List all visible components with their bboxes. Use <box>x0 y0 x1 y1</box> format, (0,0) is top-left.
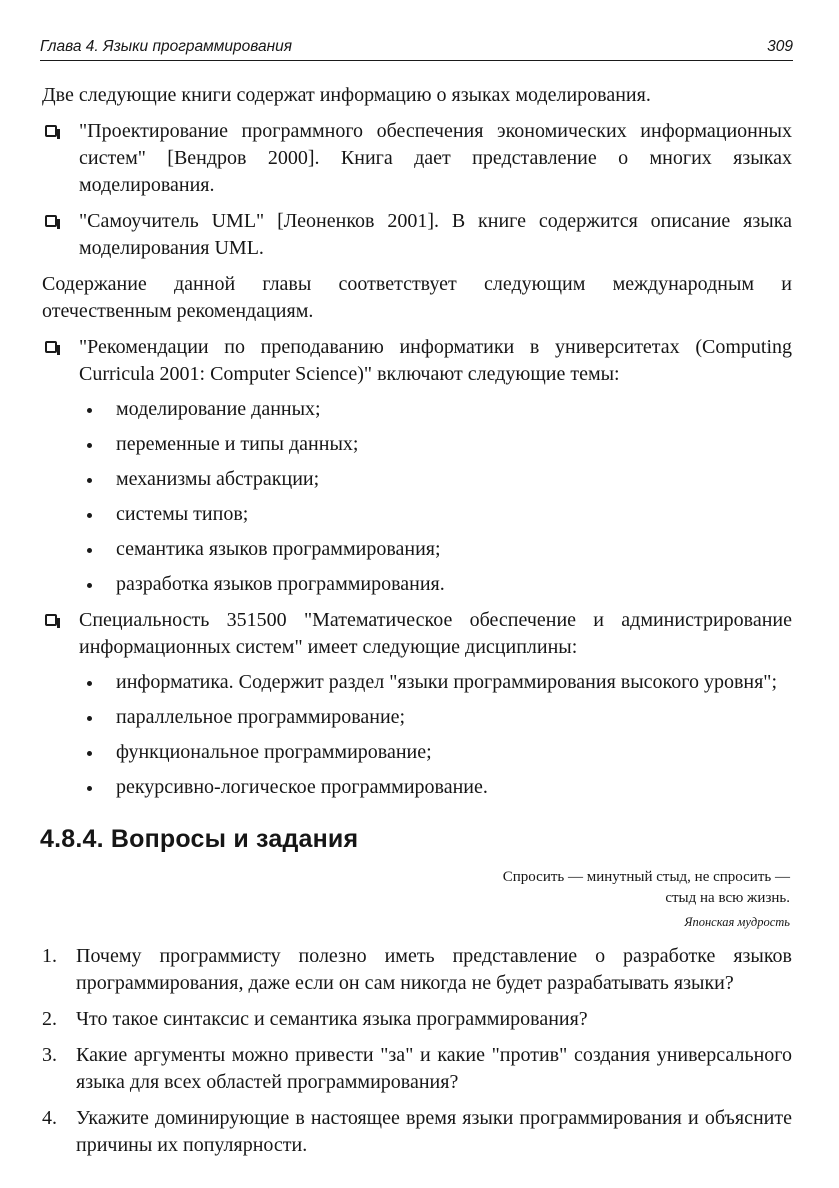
topic-text: системы типов; <box>116 503 249 525</box>
square-bullet-icon <box>45 341 57 353</box>
topic-item <box>79 571 792 598</box>
page-number: 309 <box>767 38 793 55</box>
question-number: 1. <box>42 945 57 967</box>
book-item-text: "Проектирование программного обеспечения экономических информационных систем" [Вендров 2000]. Книга дает представление о многих языках моделирования. <box>79 120 792 196</box>
bullet-dot-icon <box>87 548 92 553</box>
running-header <box>40 36 793 61</box>
recommendation-text: "Рекомендации по преподаванию информатики в университетах (Computing Curricula 2001: Computer Science)" включают следующие темы: <box>79 336 792 385</box>
discipline-list <box>79 669 792 801</box>
topic-item <box>79 536 792 563</box>
question-number: 2. <box>42 1008 57 1030</box>
bullet-dot-icon <box>87 681 92 686</box>
square-bullet-icon <box>45 215 57 227</box>
topic-item <box>79 466 792 493</box>
bullet-dot-icon <box>87 408 92 413</box>
question-number: 3. <box>42 1044 57 1066</box>
topic-text: моделирование данных; <box>116 398 321 420</box>
topic-text: переменные и типы данных; <box>116 433 359 455</box>
book-item <box>42 118 792 199</box>
chapter-title: Глава 4. Языки программирования <box>40 38 293 55</box>
question-number: 4. <box>42 1107 57 1129</box>
epigraph <box>42 867 792 933</box>
recommendation-text: Специальность 351500 "Математическое обеспечение и администрирование информационных систем" имеет следующие дисциплины: <box>79 609 792 658</box>
discipline-item <box>79 739 792 766</box>
recommendation-item <box>42 607 792 801</box>
question-text: Что такое синтаксис и семантика языка программирования? <box>76 1008 588 1030</box>
discipline-text: параллельное программирование; <box>116 706 406 728</box>
question-text: Почему программисту полезно иметь представление о разработке языков программирования, даже если он сам никогда не будет разрабатывать языки? <box>76 945 792 994</box>
intro-paragraph-1: Две следующие книги содержат информацию о языках моделирования. <box>42 84 651 106</box>
topic-item <box>79 396 792 423</box>
bullet-dot-icon <box>87 443 92 448</box>
question-item <box>42 943 792 997</box>
question-item <box>42 1042 792 1096</box>
topic-text: семантика языков программирования; <box>116 538 441 560</box>
intro-paragraph-2: Содержание данной главы соответствует следующим международным и отечественным рекомендациям. <box>42 273 792 322</box>
epigraph-line: Спросить — минутный стыд, не спросить — <box>502 869 790 885</box>
bullet-dot-icon <box>87 716 92 721</box>
question-item <box>42 1105 792 1159</box>
discipline-item <box>79 704 792 731</box>
topic-item <box>79 431 792 458</box>
bullet-dot-icon <box>87 513 92 518</box>
question-item <box>42 1006 792 1033</box>
square-bullet-icon <box>45 125 57 137</box>
page-body <box>42 82 792 1168</box>
book-item-text: "Самоучитель UML" [Леоненков 2001]. В книге содержится описание языка моделирования UML. <box>79 210 792 259</box>
bullet-dot-icon <box>87 478 92 483</box>
discipline-item <box>79 669 792 696</box>
epigraph-source: Японская мудрость <box>684 915 790 929</box>
section-heading: 4.8.4. Вопросы и задания <box>40 825 359 853</box>
topic-item <box>79 501 792 528</box>
epigraph-line: стыд на всю жизнь. <box>665 890 790 906</box>
discipline-item <box>79 774 792 801</box>
bullet-dot-icon <box>87 583 92 588</box>
discipline-text: информатика. Содержит раздел "языки программирования высокого уровня"; <box>116 671 778 693</box>
bullet-dot-icon <box>87 751 92 756</box>
discipline-text: функциональное программирование; <box>116 741 432 763</box>
discipline-text: рекурсивно-логическое программирование. <box>116 776 488 798</box>
question-text: Укажите доминирующие в настоящее время языки программирования и объясните причины их популярности. <box>76 1107 792 1156</box>
topic-text: разработка языков программирования. <box>116 573 445 595</box>
book-item <box>42 208 792 262</box>
recommendation-item <box>42 334 792 598</box>
topic-list <box>79 396 792 598</box>
square-bullet-icon <box>45 614 57 626</box>
question-text: Какие аргументы можно привести "за" и какие "против" создания универсального языка для всех областей программирования? <box>76 1044 792 1093</box>
bullet-dot-icon <box>87 786 92 791</box>
topic-text: механизмы абстракции; <box>116 468 320 490</box>
